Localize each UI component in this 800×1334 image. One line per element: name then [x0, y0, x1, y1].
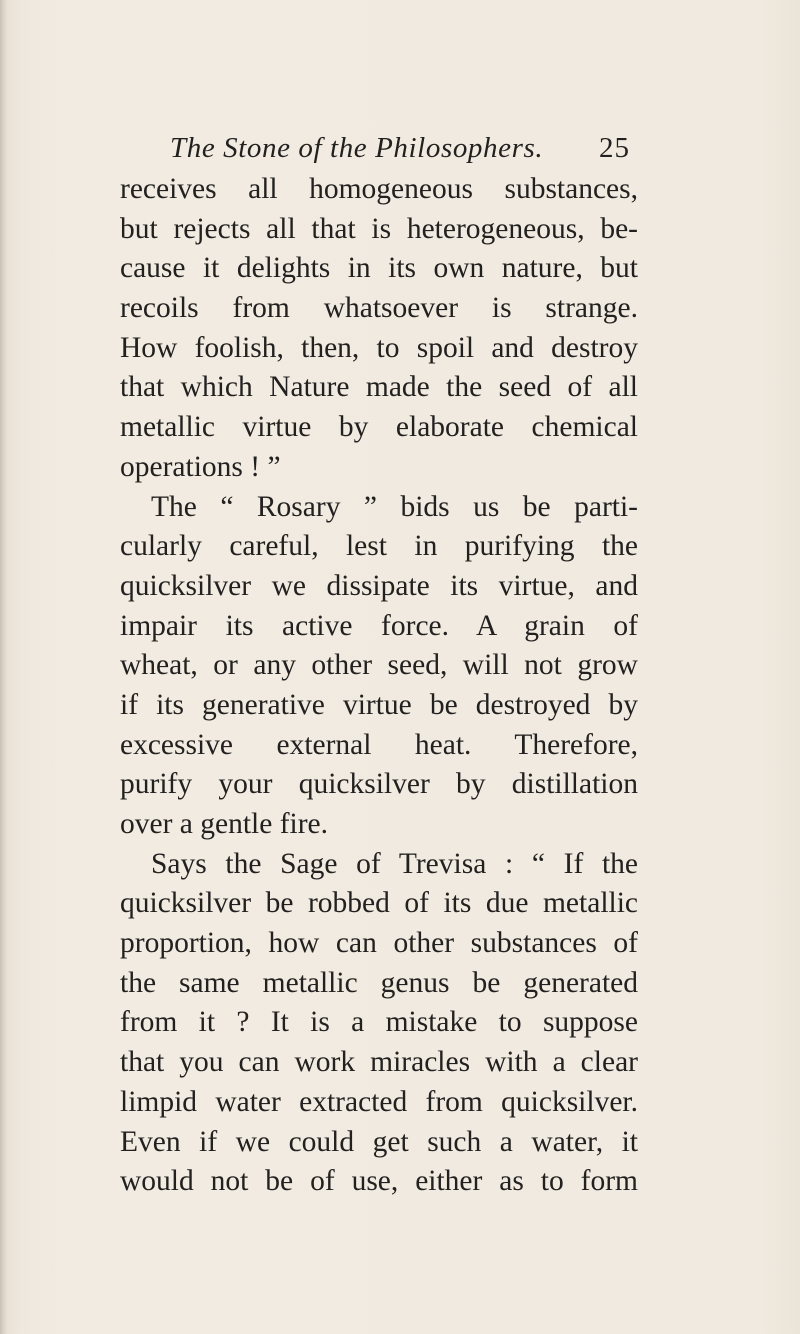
text-line: that you can work miracles with a clear: [120, 1046, 638, 1079]
body-text: [120, 170, 638, 1202]
text-line: quicksilver be robbed of its due metallic: [120, 887, 638, 920]
text-line: quicksilver we dissipate its virtue, and: [120, 569, 638, 602]
text-line: receives all homogeneous substances,: [120, 173, 638, 205]
text-line: the same metallic genus be generated: [120, 966, 638, 999]
text-line: The “ Rosary ” bids us be parti-: [151, 490, 638, 523]
text-line: over a gentle fire.: [120, 808, 329, 840]
text-line: How foolish, then, to spoil and destroy: [120, 331, 638, 364]
text-line: Even if we could get such a water, it: [120, 1125, 638, 1158]
text-line: that which Nature made the seed of all: [120, 371, 638, 404]
text-line: excessive external heat. Therefore,: [120, 728, 638, 761]
text-line: from it ? It is a mistake to suppose: [120, 1006, 638, 1039]
text-line: limpid water extracted from quicksilver.: [120, 1085, 638, 1118]
text-line: purify your quicksilver by distillation: [120, 768, 638, 801]
text-line: Says the Sage of Trevisa : “ If the: [151, 847, 638, 880]
text-line: cularly careful, lest in purifying the: [120, 530, 638, 563]
text-line: but rejects all that is heterogeneous, be-: [120, 212, 638, 245]
text-line: recoils from whatsoever is strange.: [120, 292, 638, 325]
running-title: The Stone of the Philosophers.: [170, 132, 544, 164]
text-line: cause it delights in its own nature, but: [120, 252, 638, 285]
text-line: metallic virtue by elaborate chemical: [120, 411, 638, 444]
text-line: if its generative virtue be destroyed by: [120, 688, 638, 721]
text-line: proportion, how can other substances of: [120, 927, 638, 960]
text-line: operations ! ”: [120, 450, 281, 483]
text-line: wheat, or any other seed, will not grow: [120, 649, 638, 682]
page-number: 25: [599, 132, 630, 164]
binding-edge: [0, 0, 8, 1334]
text-line: would not be of use, either as to form: [120, 1165, 638, 1198]
text-line: impair its active force. A grain of: [120, 609, 638, 642]
running-head: [170, 128, 630, 168]
